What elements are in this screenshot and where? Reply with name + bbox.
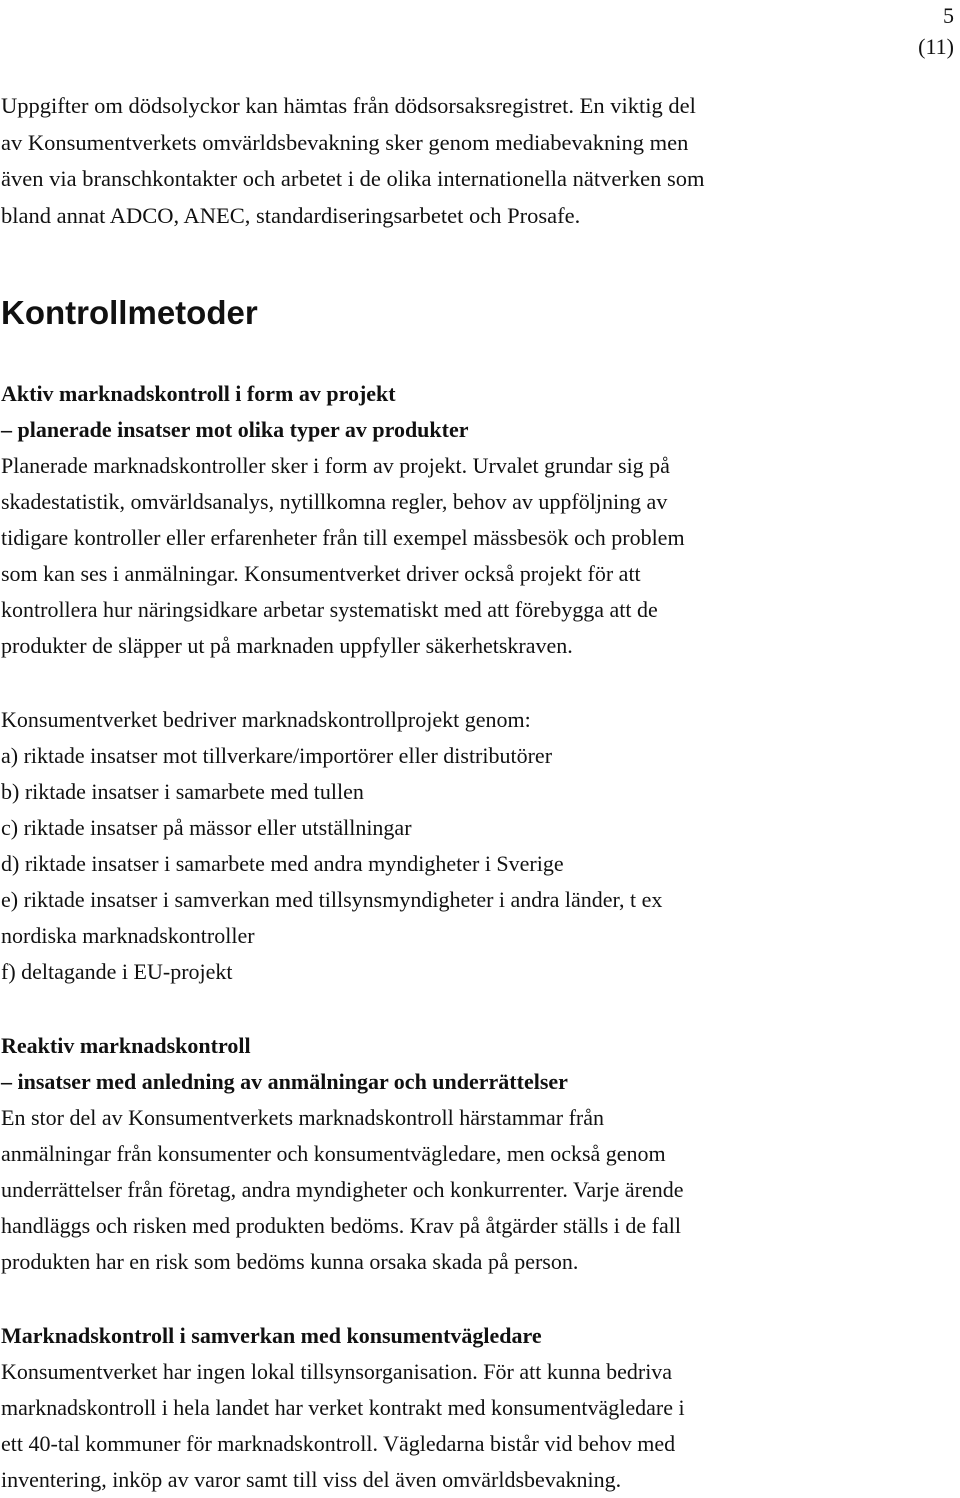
- intro-line: Uppgifter om dödsolyckor kan hämtas från dödsorsaksregistret. En viktig del: [1, 93, 696, 118]
- aktiv-line: produkter de släpper ut på marknaden uppfyller säkerhetskraven.: [1, 633, 573, 658]
- aktiv-line: som kan ses i anmälningar. Konsumentverket driver också projekt för att: [1, 561, 641, 586]
- reaktiv-section: [1, 1028, 956, 1280]
- samverkan-line: ett 40-tal kommuner för marknadskontroll. Vägledarna bistår vid behov med: [1, 1431, 676, 1456]
- intro-line: av Konsumentverkets omvärldsbevakning sker genom mediabevakning men: [1, 129, 689, 155]
- list-intro: Konsumentverket bedriver marknadskontrollprojekt genom:: [1, 707, 531, 732]
- list-item: nordiska marknadskontroller: [1, 923, 255, 948]
- reaktiv-title: Reaktiv marknadskontroll: [1, 1033, 251, 1058]
- reaktiv-line: En stor del av Konsumentverkets marknadskontroll härstammar från: [1, 1105, 605, 1130]
- page-number-current: 5: [943, 3, 954, 28]
- samverkan-title: Marknadskontroll i samverkan med konsumentvägledare: [1, 1323, 542, 1348]
- intro-line: bland annat ADCO, ANEC, standardiseringsarbetet och Prosafe.: [1, 202, 581, 228]
- aktiv-line: skadestatistik, omvärldsanalys, nytillkomna regler, behov av uppföljning av: [1, 489, 668, 514]
- reaktiv-line: underrättelser från företag, andra myndigheter och konkurrenter. Varje ärende: [1, 1177, 684, 1202]
- aktiv-line: kontrollera hur näringsidkare arbetar systematiskt med att förebygga att de: [1, 597, 658, 622]
- project-list-section: [1, 702, 956, 990]
- aktiv-line: tidigare kontroller eller erfarenheter från till exempel mässbesök och problem: [1, 525, 685, 550]
- list-item: d) riktade insatser i samarbete med andra myndigheter i Sverige: [1, 851, 564, 876]
- samverkan-section: [1, 1318, 956, 1498]
- document-body: [1, 88, 951, 1492]
- samverkan-line: marknadskontroll i hela landet har verket kontrakt med konsumentvägledare i: [1, 1395, 685, 1420]
- reaktiv-line: produkten har en risk som bedöms kunna orsaka skada på person.: [1, 1249, 579, 1274]
- list-item: c) riktade insatser på mässor eller utställningar: [1, 815, 412, 840]
- samverkan-line: Konsumentverket har ingen lokal tillsynsorganisation. För att kunna bedriva: [1, 1359, 673, 1384]
- list-item: f) deltagande i EU-projekt: [1, 959, 233, 984]
- section-heading: Kontrollmetoder: [1, 294, 258, 331]
- page-number-total: (11): [918, 34, 954, 59]
- reaktiv-subtitle: – insatser med anledning av anmälningar och underrättelser: [1, 1069, 568, 1094]
- intro-paragraph: [1, 88, 951, 234]
- list-item: e) riktade insatser i samverkan med tillsynsmyndigheter i andra länder, t ex: [1, 887, 663, 912]
- page-number: [918, 0, 954, 62]
- reaktiv-line: handläggs och risken med produkten bedöms. Krav på åtgärder ställs i de fall: [1, 1213, 681, 1238]
- aktiv-section: [1, 376, 956, 664]
- reaktiv-line: anmälningar från konsumenter och konsumentvägledare, men också genom: [1, 1141, 666, 1166]
- aktiv-subtitle: – planerade insatser mot olika typer av produkter: [1, 417, 469, 442]
- aktiv-title: Aktiv marknadskontroll i form av projekt: [1, 381, 396, 406]
- list-item: a) riktade insatser mot tillverkare/importörer eller distributörer: [1, 743, 553, 768]
- list-item: b) riktade insatser i samarbete med tullen: [1, 779, 364, 804]
- aktiv-line: Planerade marknadskontroller sker i form av projekt. Urvalet grundar sig på: [1, 453, 670, 478]
- samverkan-line: inventering, inköp av varor samt till viss del även omvärldsbevakning.: [1, 1467, 622, 1492]
- intro-line: även via branschkontakter och arbetet i de olika internationella nätverken som: [1, 166, 705, 191]
